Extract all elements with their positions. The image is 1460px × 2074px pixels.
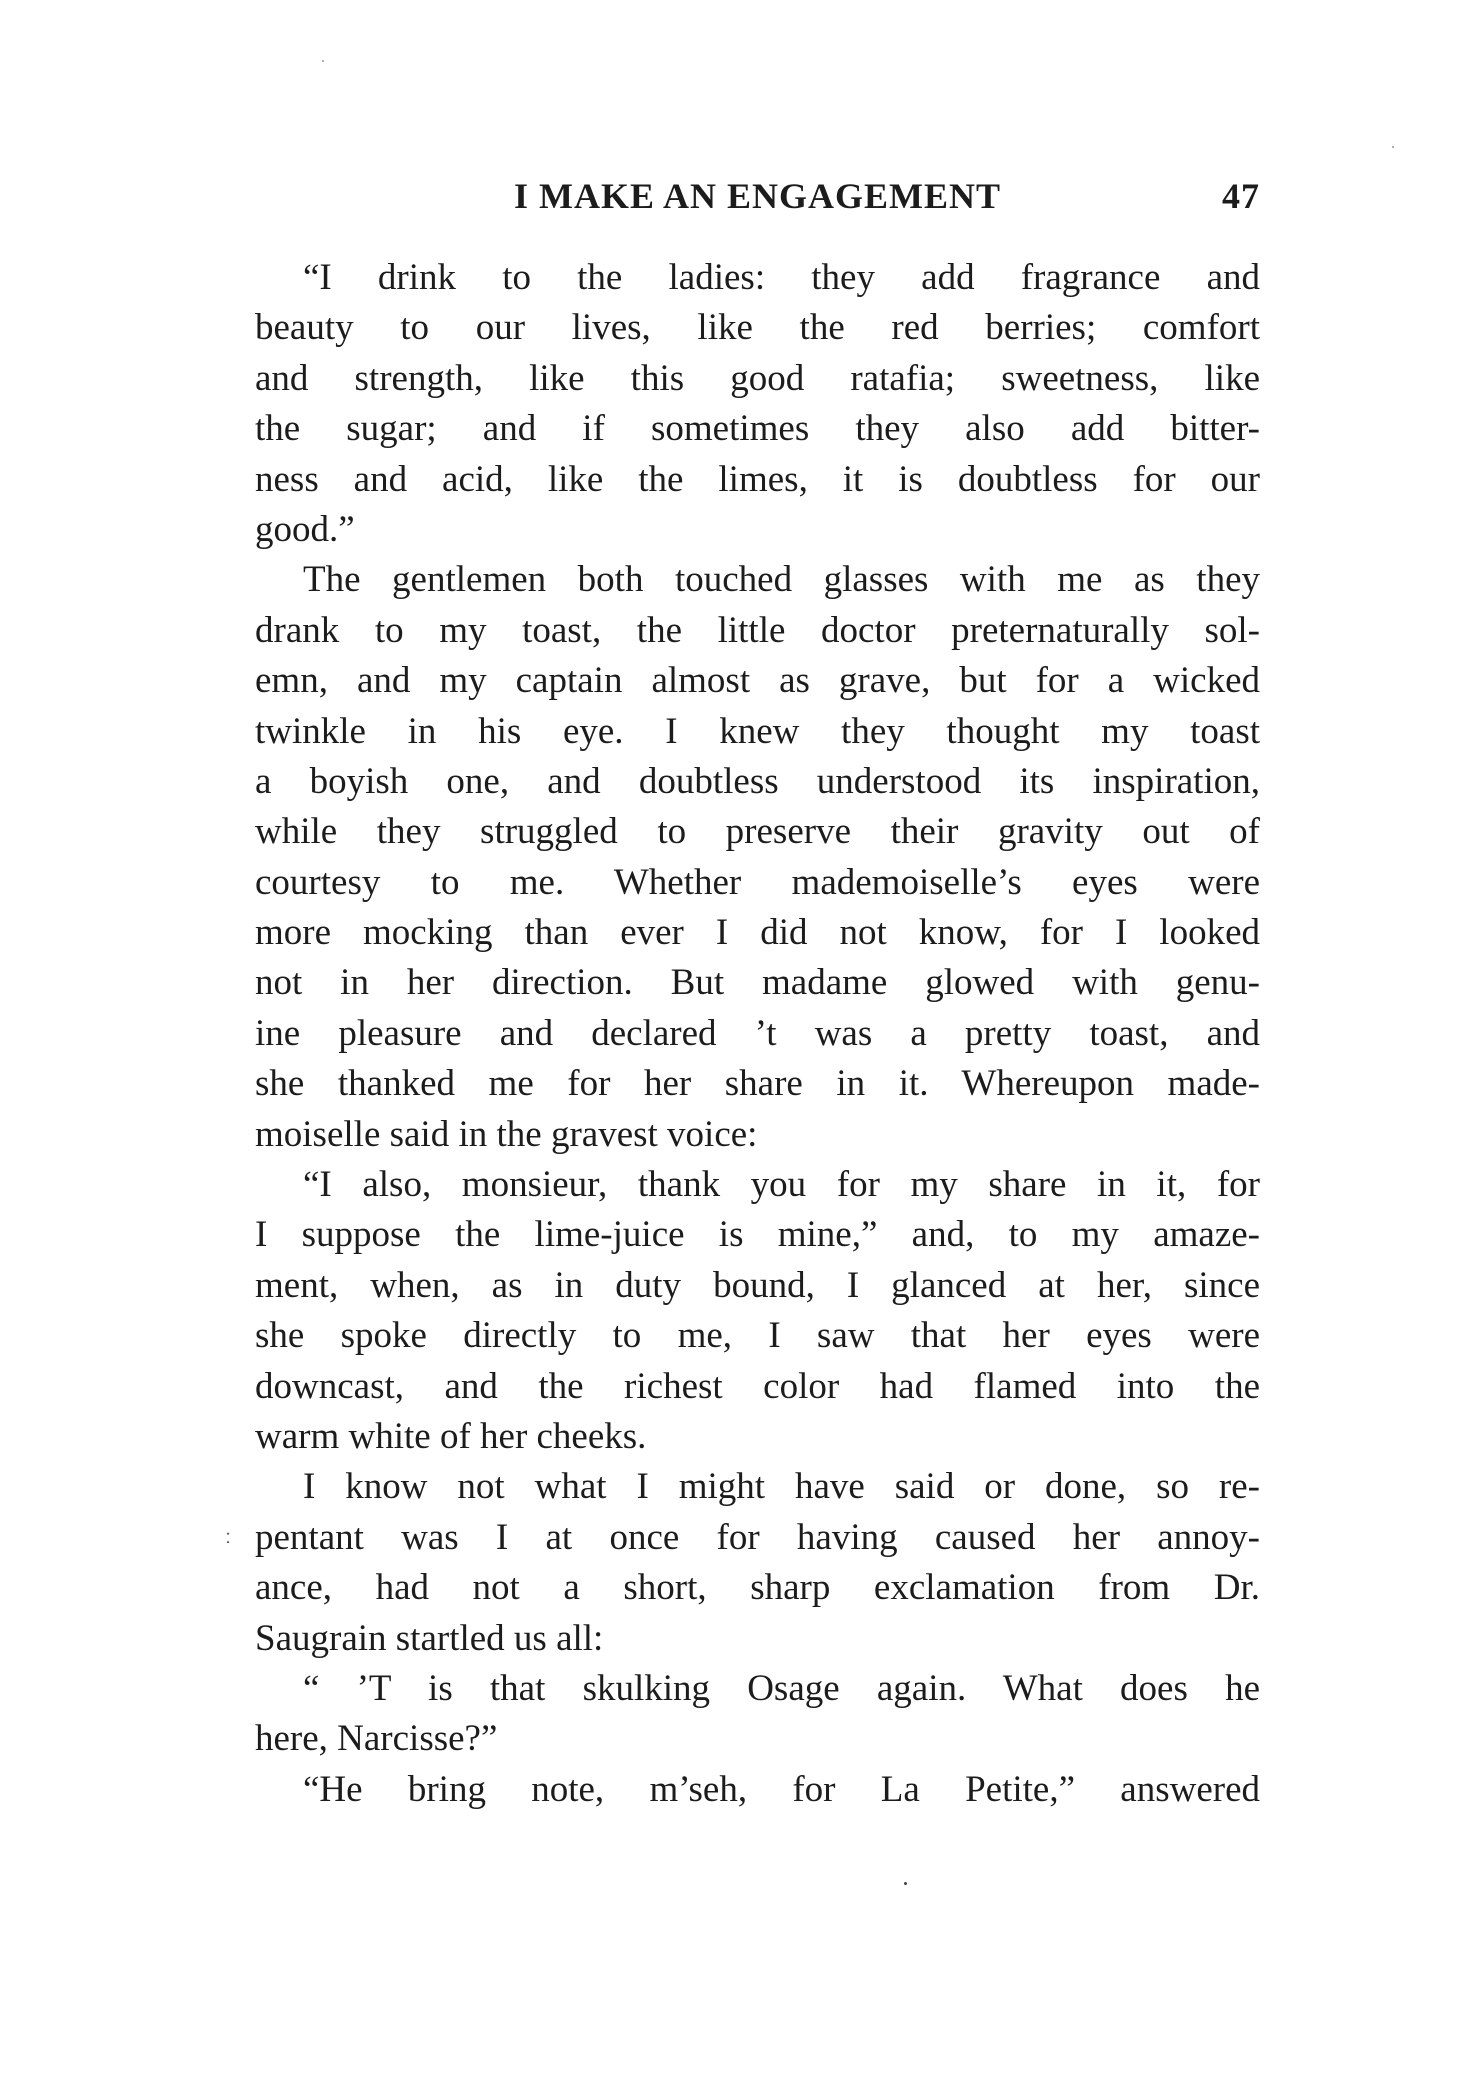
text-line: I suppose the lime-juice is mine,” and, to my amaze- — [255, 1214, 1260, 1256]
text-line: courtesy to me. Whether mademoiselle’s eyes were — [255, 861, 1260, 903]
text-line: here, Narcisse?” — [255, 1718, 498, 1760]
running-head — [255, 175, 1260, 225]
text-line: not in her direction. But madame glowed with genu- — [255, 962, 1260, 1004]
page-speck — [322, 60, 324, 62]
margin-mark: ː — [225, 1523, 232, 1548]
text-line: beauty to our lives, like the red berries; comfort — [255, 307, 1260, 349]
text-line: The gentlemen both touched glasses with me as they — [303, 559, 1260, 601]
text-line: ness and acid, like the limes, it is doubtless for our — [255, 458, 1260, 500]
text-line: and strength, like this good ratafia; sweetness, like — [255, 357, 1260, 399]
page-number: 47 — [1222, 176, 1260, 216]
text-line: I know not what I might have said or done, so re- — [303, 1466, 1260, 1508]
text-line: ance, had not a short, sharp exclamation from Dr. — [255, 1567, 1260, 1609]
running-title: I MAKE AN ENGAGEMENT — [513, 176, 1002, 216]
text-line: twinkle in his eye. I knew they thought my toast — [255, 710, 1260, 752]
text-line: good.” — [255, 508, 355, 550]
text-line: while they struggled to preserve their gravity out of — [255, 811, 1260, 853]
page-speck — [904, 1882, 907, 1885]
text-line: “I also, monsieur, thank you for my share in it, for — [303, 1164, 1260, 1206]
text-line: Saugrain startled us all: — [255, 1617, 604, 1659]
text-line: the sugar; and if sometimes they also add bitter- — [255, 408, 1260, 450]
text-line: she thanked me for her share in it. Whereupon made- — [255, 1063, 1260, 1105]
text-line: she spoke directly to me, I saw that her eyes were — [255, 1315, 1260, 1357]
text-line: emn, and my captain almost as grave, but for a wicked — [255, 660, 1260, 702]
text-line: ment, when, as in duty bound, I glanced at her, since — [255, 1264, 1260, 1306]
text-line: downcast, and the richest color had flamed into the — [255, 1365, 1260, 1407]
text-line: pentant was I at once for having caused her annoy- — [255, 1516, 1260, 1558]
text-line: more mocking than ever I did not know, for I looked — [255, 912, 1260, 954]
page-speck — [1392, 146, 1394, 148]
text-line: a boyish one, and doubtless understood its inspiration, — [255, 760, 1260, 802]
text-line: “He bring note, m’seh, for La Petite,” answered — [303, 1768, 1260, 1810]
text-line: moiselle said in the gravest voice: — [255, 1113, 758, 1155]
body-text — [255, 253, 1260, 1815]
text-line: warm white of her cheeks. — [255, 1415, 647, 1457]
text-line: “ ’T is that skulking Osage again. What does he — [303, 1667, 1260, 1709]
text-line: ine pleasure and declared ’t was a pretty toast, and — [255, 1012, 1260, 1054]
text-line: “I drink to the ladies: they add fragrance and — [303, 257, 1260, 298]
text-line: drank to my toast, the little doctor preternaturally sol- — [255, 609, 1260, 651]
